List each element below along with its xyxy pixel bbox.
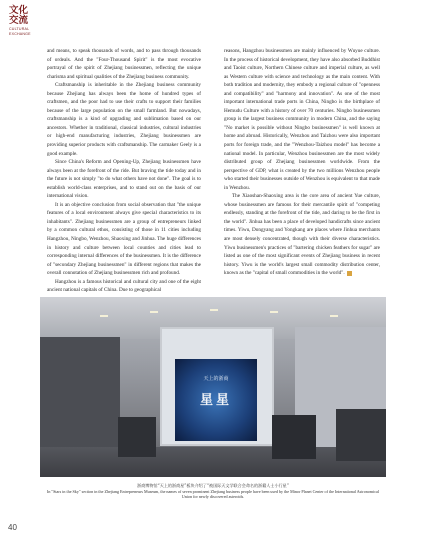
paragraph: and means, to speak thousands of words, and to pass through thousands of ordeals. And the "Four-Thousand Spirit" is the most evocative portrayal of the spirit of Zhejiang businessmen, reflecting the unique charisma and spiritual qualities of the Zhejiang business community. [47,48,201,80]
article-end-icon [347,271,352,276]
paragraph: reasons, Hangzhou businessmen are mainly influenced by Wuyue culture. In the process of historical development, they have also absorbed Buddhist and Taoist culture, Northern Chinese culture and imperial culture, as well as Western culture with science and technology as the main content. With both tradition and modernity, they embody a regional culture of "openness and compatibility" and "harmony and innovation". As one of the most important international trade ports in China, Ningbo is the birthplace of Hemudu Culture with a history of over 70 centuries. Ningbo businessmen group is the largest business community in modern China, and the saying "No market is possible without Ningbo businessmen" is well known at home and abroad. Historically, Wenzhou and Taizhou were also important ports for foreign trade, and the "Wenzhou-Taizhou model" has become a national model. In particular, Wenzhou businessmen are the most widely distributed group of Zhejiang businessmen worldwide. From the perspective of GDP, what is created by the two millions Wenzhou people who started their businesses outside of Wenzhou is equivalent to that made in Wenzhou. [224,48,380,191]
logo-subtitle-line2: EXCHANGE [9,32,31,36]
paragraph: Hangzhou is a famous historical and cultural city and one of the eight ancient national capitals of China. Due to geographical [47,278,201,294]
paragraph: Craftsmanship is inheritable in the Zhejiang business community because Zhejiang has always been the home of hundred types of craftsmen, and the poor had to use their crafts to support their families because of the large population on the small farmland. But nowadays, craftsmanship is a kind of upgrading and sublimation based on our ancestors. Whether in traditional, classical industries, cultural industries or high-end manufacturing industries, Zhejiang businessmen are providing superior products with craftsmanship. The carmaker Geely is a good example. [47,82,201,157]
photo-caption [46,483,380,500]
left-column [47,47,201,295]
exhibit-panel-big-text: 星星 [199,393,232,408]
display-case [118,417,156,457]
photo-wall-left [40,337,120,447]
logo-subtitle-line1: CULTURAL [9,27,30,31]
exhibit-panel [175,359,257,441]
logo-title-line2: 交流 [9,15,29,26]
paragraph: Since China's Reform and Opening-Up, Zhejiang businessmen have always been at the forefront of the ride. But braving the tide today and in the future is not simply "to do what others have not done". The goal is to establish world-class enterprises, and to stand out on the basis of our international vision. [47,159,201,200]
magazine-logo [9,6,39,42]
page-number: 40 [8,523,17,532]
paragraph: It is an objective conclusion from social observation that "the unique features of a local environment always give special characteristics to its inhabitants". Zhejiang businessmen are a group of entrepreneurs linked by a common cultural ethos, consisting of those in 11 cities including Hangzhou, Ningbo, Wenzhou, Shaoxing and Jinhua. The huge differences in history and culture between local counties and cities lead to corresponding internal differences of the businessmen. It is the difference of "secondary Zhejiang businessmen" in different regions that makes the overall connotation of Zhejiang businessmen rich and profound. [47,201,201,277]
ceiling-lamp [210,309,218,311]
photo-floor [40,447,386,477]
ceiling-lamp [100,315,108,317]
museum-photo [40,297,386,477]
display-case [272,415,316,459]
right-column [224,47,380,278]
ceiling-lamp [330,315,338,317]
ceiling-lamp [270,311,278,313]
caption-chinese: 浙商博物馆“天上的浙商星”板块介绍了“被国际天文学联合会命名的浙籍人士小行星” [137,483,289,488]
logo-title-line1: 文化 [9,5,29,16]
display-case [336,409,386,461]
paragraph-text: The Xiaoshan-Shaoxing area is the core area of ancient Yue culture, whose businessmen are famous for their mercantile spirit of "competing endlessly, standing at the forefront of the tide, and daring to be the first in the world". Jinhua has been a place of developed handicrafts since ancient times. Yiwu, Dongyang and Yongkang are places where Jinhua merchants are most densely concentrated, though with their diverse characteristics. Yiwu businessmen's practices of "bartering chicken feathers for sugar" are listed as one of the most significant events of Zhejiang business in recent history. Yiwu is the world's largest small commodity distribution center, known as the "capital of small commodities in the world". [224,193,380,277]
paragraph-last [224,192,380,277]
caption-english: In "Stars in the Sky" section in the Zhejiang Entrepreneurs Museum, the names of seven prominent Zhejiang business people have been used by the Minor Planet Center of the International Astronomical Union for newly discovered asteroids. [46,488,379,500]
exhibit-panel-title: 天上的浙商 [203,376,229,382]
ceiling-lamp [150,311,158,313]
